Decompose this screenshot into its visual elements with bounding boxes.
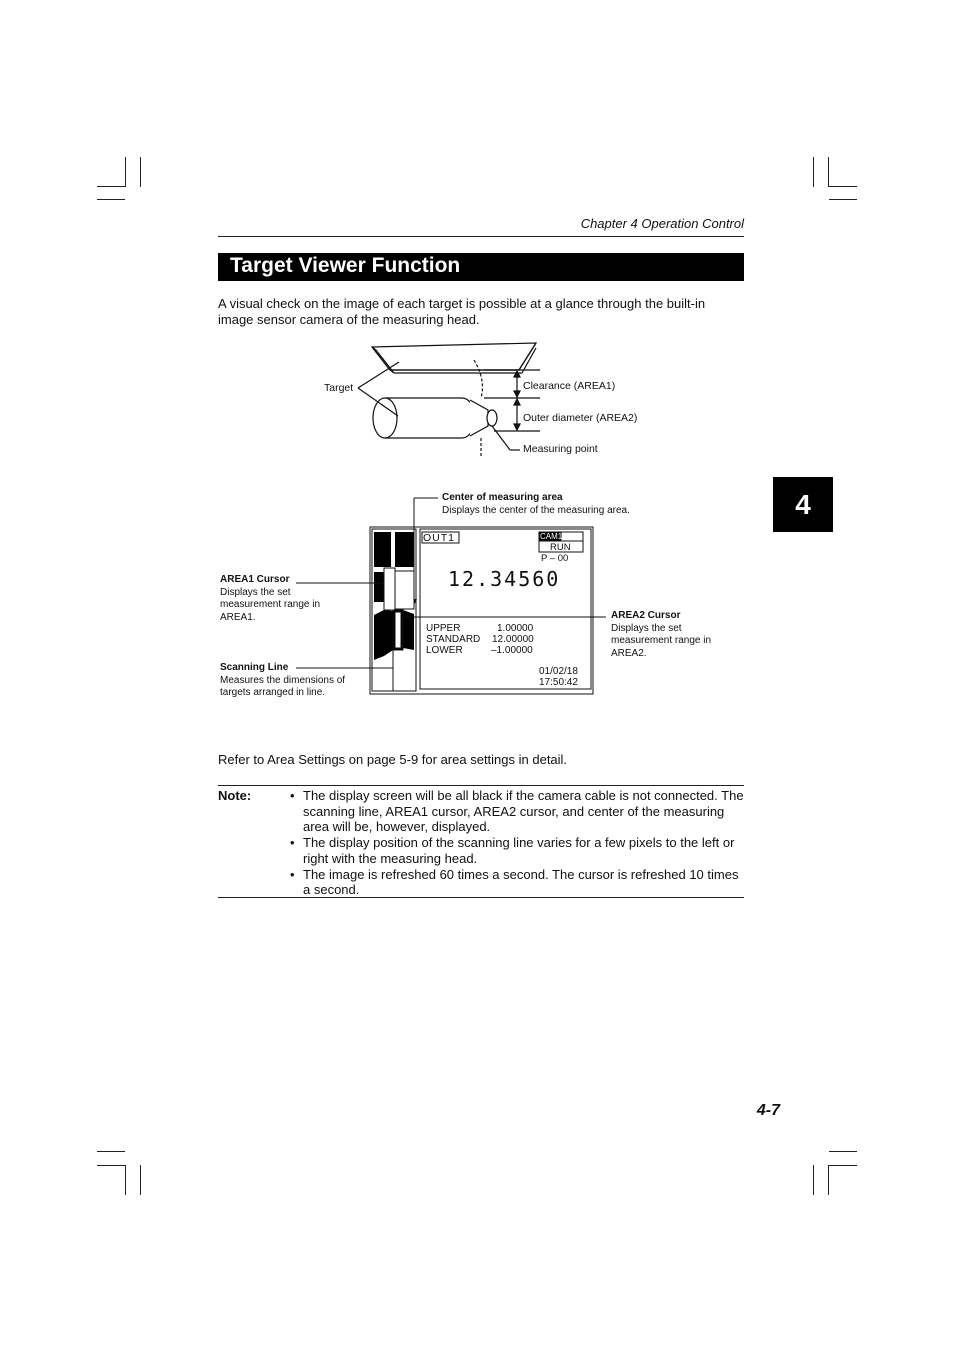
lower-label: LOWER	[426, 645, 463, 656]
standard-label: STANDARD	[426, 634, 481, 645]
chapter-header: Chapter 4 Operation Control	[580, 216, 744, 231]
note-item: • The image is refreshed 60 times a second. The cursor is refreshed 10 times a second.	[290, 867, 746, 898]
intro-paragraph: A visual check on the image of each target is possible at a glance through the built-in image sensor camera of the measuring head.	[218, 296, 706, 327]
center-callout-desc: Displays the center of the measuring area.	[442, 504, 630, 516]
scanning-callout-title: Scanning Line	[220, 662, 289, 673]
note-bottom-rule	[218, 897, 744, 898]
area1-callout-desc: Displays the set measurement range in AREA1.	[220, 586, 321, 623]
area1-callout-title: AREA1 Cursor	[220, 574, 290, 585]
center-callout	[442, 492, 662, 517]
area1-callout	[220, 574, 332, 624]
outer-diameter-label: Outer diameter (AREA2)	[523, 412, 638, 424]
screen-date: 01/02/18	[539, 666, 578, 677]
chapter-tab: 4	[773, 477, 833, 532]
screen-time: 17:50:42	[539, 677, 578, 688]
note-list	[290, 788, 746, 898]
scanning-callout-desc: Measures the dimensions of targets arranged in line.	[220, 674, 346, 698]
target-illustration	[0, 0, 954, 470]
area2-callout-title: AREA2 Cursor	[611, 610, 681, 621]
upper-label: UPPER	[426, 623, 461, 634]
section-title: Target Viewer Function	[230, 254, 461, 277]
program-number: P – 00	[541, 553, 569, 564]
page-number: 4-7	[756, 1102, 780, 1119]
area2-callout	[611, 610, 723, 660]
lower-value: –1.00000	[491, 645, 533, 656]
note-item: • The display position of the scanning line varies for a few pixels to the left or right with the measuring head.	[290, 835, 746, 866]
camera-badge: CAM1	[540, 532, 563, 541]
standard-value: 12.00000	[492, 634, 534, 645]
scanning-callout	[220, 662, 360, 700]
run-status: RUN	[550, 542, 571, 553]
upper-value: 1.00000	[497, 623, 534, 634]
target-label: Target	[324, 382, 354, 394]
measuring-point-label: Measuring point	[523, 443, 598, 455]
refer-paragraph: Refer to Area Settings on page 5-9 for area settings in detail.	[218, 752, 568, 767]
out-channel: OUT1	[423, 532, 456, 544]
note-top-rule	[218, 785, 744, 786]
center-callout-title: Center of measuring area	[442, 492, 563, 503]
clearance-label: Clearance (AREA1)	[523, 380, 616, 392]
measurement-value: 12.34560	[448, 567, 561, 591]
area2-callout-desc: Displays the set measurement range in AREA2.	[611, 622, 712, 659]
note-label: Note:	[218, 788, 252, 803]
note-item: • The display screen will be all black if the camera cable is not connected. The scanning line, AREA1 cursor, AREA2 cursor, and center of the measuring area will be, however, displayed.	[290, 788, 746, 835]
